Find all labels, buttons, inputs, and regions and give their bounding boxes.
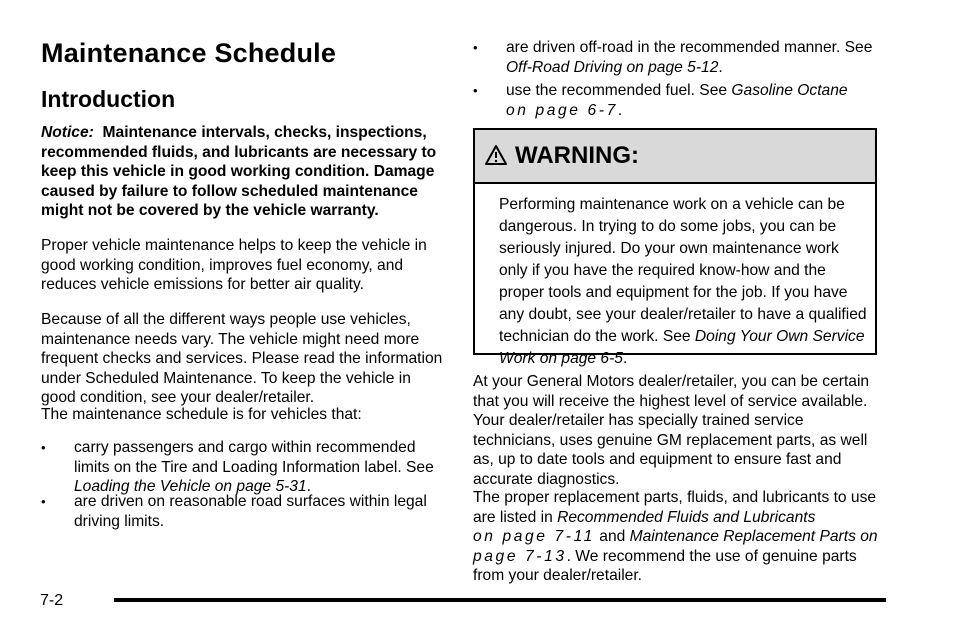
page-number: 7-2 [40,592,64,609]
footer-rule [114,598,886,602]
notice-label: Notice: [41,124,94,141]
paragraph-maintenance-benefits: Proper vehicle maintenance helps to keep the vehicle in good working condition, improves fuel economy, and reduces vehicle emissions for better air quality. [41,237,427,293]
cross-reference-page: page 7-13 [473,547,567,565]
paragraph-replacement-parts: The proper replacement parts, fluids, and lubricants to use are listed in Recommended Fluids and Lubricants on page 7-11 and Maintenance Replacement Parts on page 7-13. We recommend the use of genuine parts from your dealer/retailer. [473,489,878,584]
bullet-icon: • [473,40,478,55]
cross-reference-page: on page 6-7 [506,101,618,119]
list-item-text: carry passengers and cargo within recommended limits on the Tire and Loading Information label. See Loading the Vehicle on page 5-31. [74,439,434,495]
list-item-text: are driven off-road in the recommended manner. See Off-Road Driving on page 5-12. [506,39,873,76]
notice-text: Maintenance intervals, checks, inspections, recommended fluids, and lubricants are necessary to keep this vehicle in good working condition. Damage caused by failure to follow scheduled maintenance might not be covered by the vehicle warranty. [41,124,437,219]
paragraph-dealer-service: At your General Motors dealer/retailer, you can be certain that you will receive the highest level of service available. Your dealer/retailer has specially trained service technicians, uses genuine GM replacement parts, as well as, up to date tools and equipment to ensure fast and accurate diagnostics. [473,373,870,488]
section-title: Introduction [41,86,176,112]
page-title: Maintenance Schedule [41,38,337,68]
warning-header [475,130,875,184]
warning-box [473,128,877,367]
cross-reference-page: on page 7-11 [473,528,595,545]
warning-title: WARNING: [515,142,639,169]
cross-reference-link: Maintenance Replacement Parts on [629,528,878,545]
warning-triangle-icon [485,144,507,166]
bullet-icon: • [41,494,46,509]
cross-reference-link: Doing Your Own Service Work on page 6-5 [499,328,865,367]
cross-reference-link: Gasoline Octane [731,82,848,99]
paragraph-schedule-intro: The maintenance schedule is for vehicles that: [41,406,362,423]
cross-reference-link: Loading the Vehicle on page 5-31 [74,478,307,495]
cross-reference-link: Off-Road Driving on page 5-12 [506,58,719,76]
list-item-text: use the recommended fuel. See Gasoline Octane on page 6-7. [506,82,848,119]
notice-paragraph [41,123,446,221]
bullet-icon: • [473,83,478,98]
paragraph-maintenance-needs: Because of all the different ways people use vehicles, maintenance needs vary. The vehicle might need more frequent checks and services. Please read the information under Scheduled Maintenance. To keep the vehicle in good condition, see your dealer/retailer. [41,311,443,406]
bullet-icon: • [41,440,46,455]
list-item-text: are driven on reasonable road surfaces within legal driving limits. [74,493,427,530]
cross-reference-link: Recommended Fluids and Lubricants [557,508,816,526]
warning-text: Performing maintenance work on a vehicle can be dangerous. In trying to do some jobs, you can be seriously injured. Do your own maintenance work only if you have the required know-how and the proper tools and equipment for the job. If you have any doubt, see your dealer/retailer to have a qualified technician do the work. See Doing Your Own Service Work on page 6-5. [499,196,867,367]
